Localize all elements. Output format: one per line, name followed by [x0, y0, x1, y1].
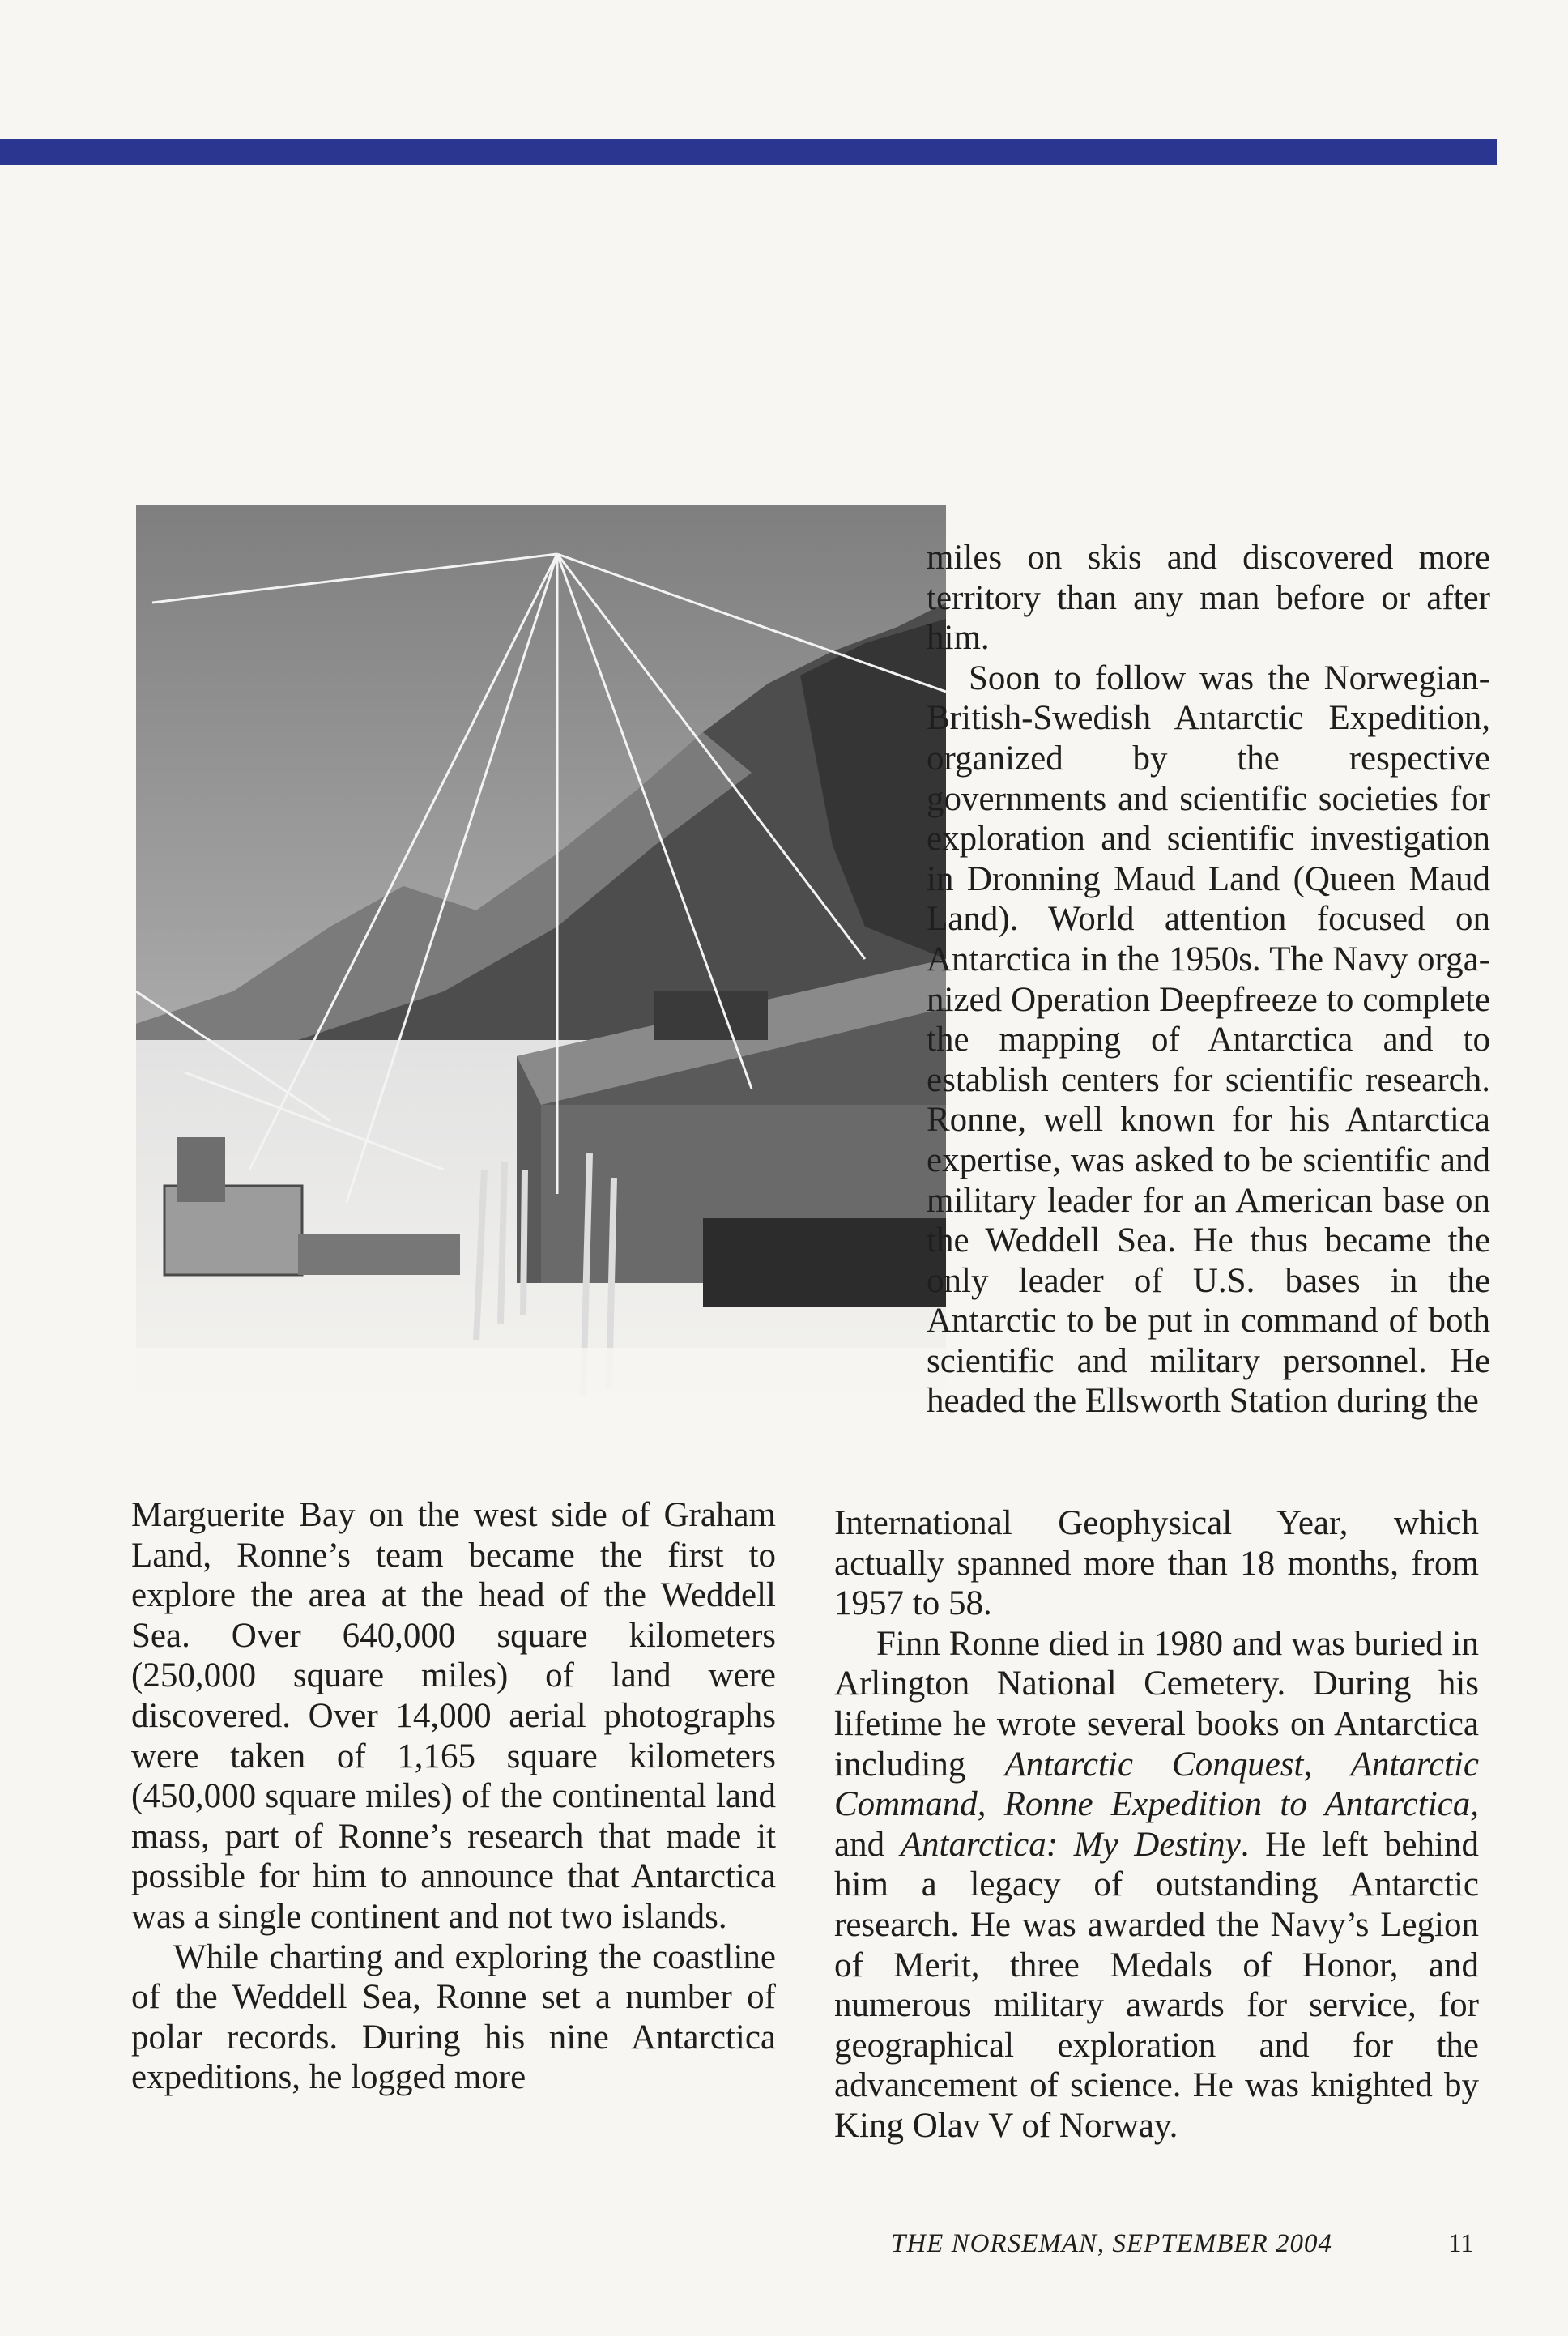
right-paragraph-2: Soon to follow was the Norwegian-British-Swedish Antarctic Expedition, organized by the respective governments and scientific societies for exploration and scientific investigation in Dronning Maud Land (Queen Maud Land). World attention focused on Antarctica in the 1950s. The Navy organized Operation Deepfreeze to complete the mapping of Antarctica and to establish centers for scientific research. Ronne, well known for his Antarctica expertise, was asked to be scientific and military leader for an American base on the Weddell Sea. He thus became the only leader of U.S. bases in the Antarctic to be put in command of both scientific and military personnel. He headed the Ellsworth Station during the: [927, 659, 1490, 1421]
paragraph-3-and: and: [834, 1825, 901, 1864]
footer-publication: THE NORSEMAN, SEPTEMBER 2004: [891, 2229, 1332, 2258]
right-paragraph-1: miles on skis and discovered more territory than any man before or after him.: [927, 539, 1490, 658]
left-column: [131, 1495, 776, 2098]
right-paragraph-2-continued: International Geophysical Year, which actually spanned more than 18 months, from 1957 to 58.: [834, 1504, 1479, 1623]
book-titles-1: Antarctic Conquest, Antarctic Command, Ronne Expedition to Antarctica,: [834, 1745, 1479, 1824]
book-title-2: Antarctica: My Destiny: [900, 1825, 1241, 1864]
right-column-top: [927, 538, 1490, 1422]
antarctic-base-photo: [136, 505, 946, 1471]
left-paragraph-1: Marguerite Bay on the west side of Graham Land, Ronne’s team became the first to explore the area at the head of the Weddell Sea. Over 640,000 square kilometers (250,000 square miles) of land were discovered. Over 14,000 aerial photographs were taken of 1,165 square kilometers (450,000 square miles) of the continental land mass, part of Ronne’s research that made it possible for him to announce that Antarctica was a single continent and not two islands.: [131, 1496, 776, 1936]
page-number: 11: [1448, 2229, 1474, 2258]
top-rule: [0, 139, 1497, 165]
right-paragraph-3: [834, 1624, 1479, 2146]
paragraph-3-intro: Finn Ronne died in 1980 and was buried in Arlington National Cemetery. During his lifetime he wrote several books on Antarctica including: [834, 1624, 1479, 1784]
paragraph-3-rest: . He left behind him a legacy of outstanding Antarctic research. He was awarded the Navy’s Legion of Merit, three Medals of Honor, and numerous military awards for service, for geographical exploration and for the advancement of science. He was knighted by King Olav V of Norway.: [834, 1825, 1479, 2145]
right-column-bottom: [834, 1503, 1479, 2146]
photo-illustration: [136, 505, 946, 1471]
left-paragraph-2: While charting and exploring the coastline of the Weddell Sea, Ronne set a number of polar records. During his nine Antarctica expeditions, he logged more: [131, 1937, 776, 2097]
